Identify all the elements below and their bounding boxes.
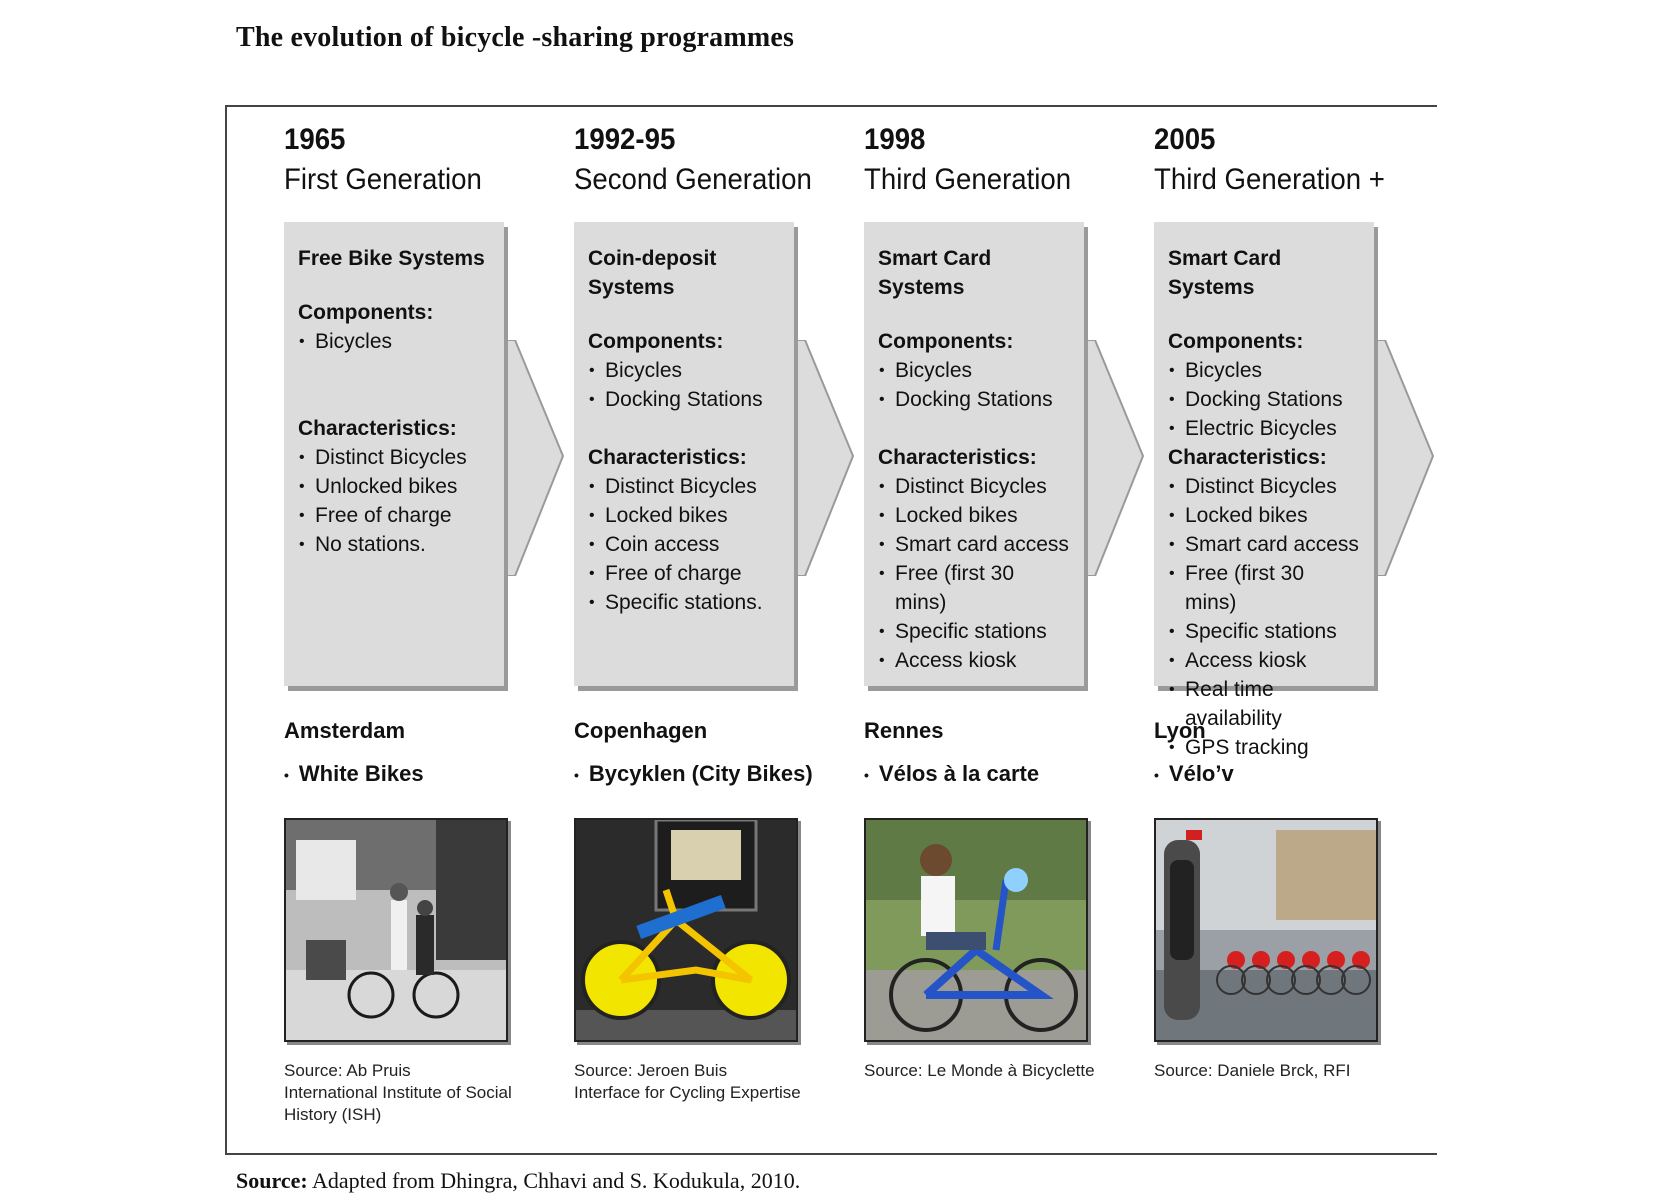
- list-item: • Bicycles: [878, 356, 1070, 385]
- photo-source-4: [1154, 1060, 1394, 1082]
- components-label: Components:: [878, 330, 1014, 353]
- city-name: Copenhagen: [574, 718, 708, 743]
- chevron-arrow-2: [795, 340, 857, 576]
- list-item: • GPS tracking: [1168, 733, 1360, 762]
- city-name: Rennes: [864, 718, 944, 743]
- yellow-city-bike-photo-icon: [574, 818, 798, 1042]
- list-item: • Docking Stations: [1168, 385, 1360, 414]
- source-line: International Institute of Social: [284, 1083, 512, 1102]
- characteristics-list: [298, 443, 490, 559]
- system-title: Coin-deposit Systems: [588, 247, 717, 299]
- components-list: [298, 327, 490, 356]
- components-list: [1168, 356, 1360, 443]
- list-item: • Unlocked bikes: [298, 472, 490, 501]
- scheme-name-3: • Vélos à la carte: [864, 761, 1040, 786]
- list-item: • Locked bikes: [1168, 501, 1360, 530]
- list-item: • Docking Stations: [878, 385, 1070, 414]
- list-item: • Free of charge: [588, 559, 780, 588]
- stage-card-1: [284, 222, 504, 686]
- chevron-arrow-1: [505, 340, 567, 576]
- list-item: • Specific stations: [878, 617, 1070, 646]
- source-line: Source: Daniele Brck, RFI: [1154, 1061, 1351, 1080]
- source-line: Source: Jeroen Buis: [574, 1061, 728, 1080]
- characteristics-list: [878, 472, 1070, 675]
- stage-generation: Third Generation +: [1154, 163, 1385, 196]
- figure-source-text: Adapted from Dhingra, Chhavi and S. Kodukula, 2010.: [312, 1168, 801, 1193]
- list-item: • Smart card access: [1168, 530, 1360, 559]
- list-item: • Docking Stations: [588, 385, 780, 414]
- components-list: [878, 356, 1070, 414]
- photo-source-3: [864, 1060, 1104, 1082]
- list-item: • Bicycles: [588, 356, 780, 385]
- scheme-name-1: • White Bikes: [284, 761, 424, 786]
- stage-generation: First Generation: [284, 163, 482, 196]
- characteristics-label: Characteristics:: [878, 446, 1037, 469]
- source-line: Interface for Cycling Expertise: [574, 1083, 801, 1102]
- city-name: Lyon: [1154, 718, 1206, 743]
- list-item: • Bicycles: [298, 327, 490, 356]
- scheme-label: Bycyklen (City Bikes): [588, 761, 813, 786]
- stage-generation: Third Generation: [864, 163, 1072, 196]
- list-item: • Free (first 30 mins): [878, 559, 1070, 617]
- scheme-name-2: • Bycyklen (City Bikes): [574, 761, 813, 786]
- components-label: Components:: [588, 330, 724, 353]
- list-item: • Distinct Bicycles: [588, 472, 780, 501]
- stage-header-3: [864, 120, 1104, 200]
- list-item: • No stations.: [298, 530, 490, 559]
- list-item: • Free of charge: [298, 501, 490, 530]
- stage-card-2: [574, 222, 794, 686]
- stage-generation: Second Generation: [574, 163, 812, 196]
- components-label: Components:: [1168, 330, 1304, 353]
- red-bike-station-kiosk-photo-icon: [1154, 818, 1378, 1042]
- stage-header-2: [574, 120, 814, 200]
- woman-riding-blue-bike-photo-icon: [864, 818, 1088, 1042]
- chevron-arrow-4: [1375, 340, 1437, 576]
- chevron-arrow-3: [1085, 340, 1147, 576]
- list-item: • Access kiosk: [878, 646, 1070, 675]
- components-list: [588, 356, 780, 414]
- black-white-photo-people-bicycles-icon: [284, 818, 508, 1042]
- list-item: • Distinct Bicycles: [1168, 472, 1360, 501]
- list-item: • Locked bikes: [588, 501, 780, 530]
- list-item: • Smart card access: [878, 530, 1070, 559]
- stage-year: 1998: [864, 123, 926, 156]
- photo-source-2: [574, 1060, 814, 1104]
- list-item: • Locked bikes: [878, 501, 1070, 530]
- stage-header-1: [284, 120, 524, 200]
- stage-year: 2005: [1154, 123, 1216, 156]
- list-item: • Access kiosk: [1168, 646, 1360, 675]
- city-name: Amsterdam: [284, 718, 406, 743]
- characteristics-list: [588, 472, 780, 617]
- photo-source-1: [284, 1060, 524, 1126]
- system-title: Free Bike Systems: [298, 247, 485, 270]
- list-item: • Distinct Bicycles: [878, 472, 1070, 501]
- list-item: • Specific stations: [1168, 617, 1360, 646]
- scheme-name-4: • Vélo’v: [1154, 761, 1234, 786]
- source-line: Source: Ab Pruis: [284, 1061, 411, 1080]
- list-item: • Bicycles: [1168, 356, 1360, 385]
- scheme-label: Vélos à la carte: [878, 761, 1040, 786]
- stage-card-3: [864, 222, 1084, 686]
- characteristics-label: Characteristics:: [588, 446, 747, 469]
- characteristics-label: Characteristics:: [1168, 446, 1327, 469]
- scheme-label: White Bikes: [298, 761, 424, 786]
- system-title: Smart Card Systems: [878, 247, 992, 299]
- figure-source: [236, 1168, 800, 1194]
- page-title: The evolution of bicycle -sharing programmes: [236, 22, 795, 53]
- stage-header-4: [1154, 120, 1394, 200]
- source-line: Source: Le Monde à Bicyclette: [864, 1061, 1095, 1080]
- system-title: Smart Card Systems: [1168, 247, 1282, 299]
- list-item: • Specific stations.: [588, 588, 780, 617]
- list-item: • Real time availability: [1168, 675, 1360, 733]
- list-item: • Free (first 30 mins): [1168, 559, 1360, 617]
- components-label: Components:: [298, 301, 434, 324]
- list-item: • Electric Bicycles: [1168, 414, 1360, 443]
- list-item: • Coin access: [588, 530, 780, 559]
- figure-source-label: Source:: [236, 1168, 308, 1193]
- characteristics-label: Characteristics:: [298, 417, 457, 440]
- source-line: History (ISH): [284, 1105, 382, 1124]
- list-item: • Distinct Bicycles: [298, 443, 490, 472]
- scheme-label: Vélo’v: [1168, 761, 1234, 786]
- stage-year: 1965: [284, 123, 346, 156]
- stage-year: 1992-95: [574, 123, 676, 156]
